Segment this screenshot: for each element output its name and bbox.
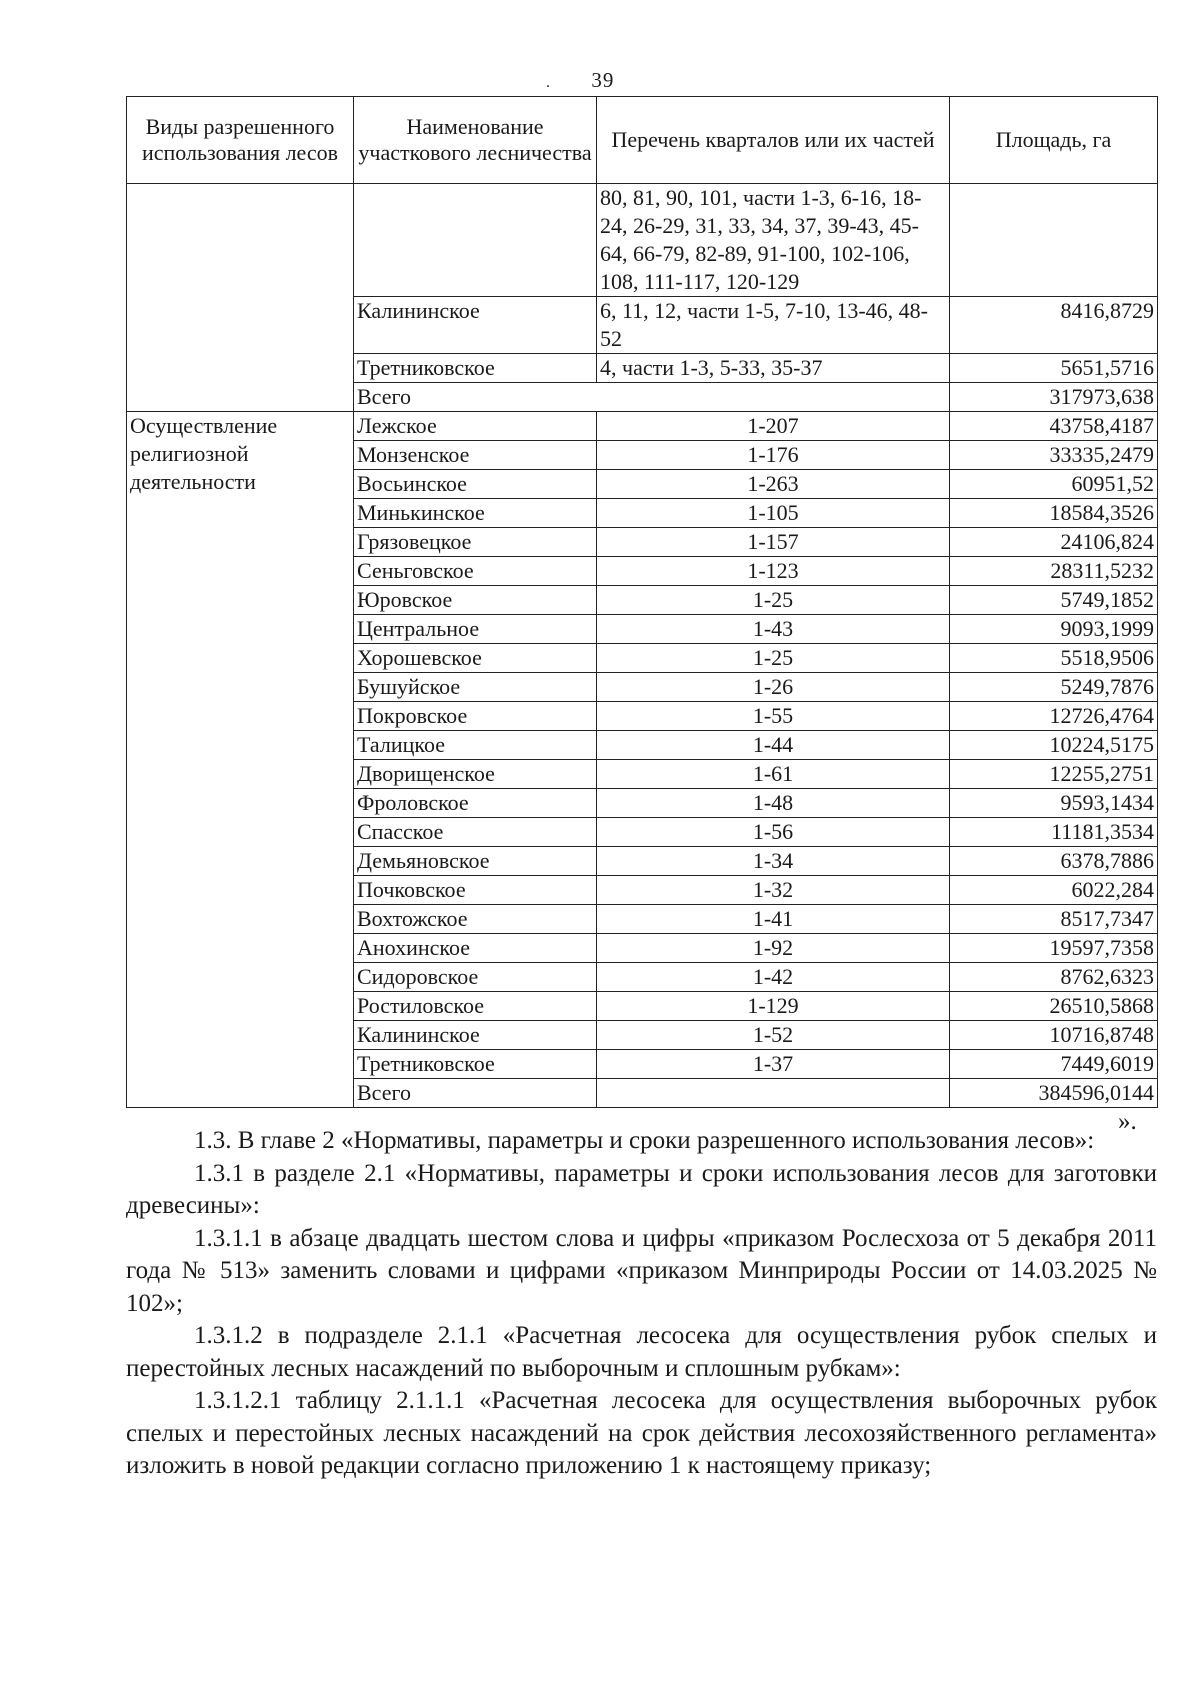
table-row bbox=[127, 412, 1158, 441]
cell-quarters: 1-41 bbox=[597, 905, 950, 934]
cell-forestry: Фроловское bbox=[354, 789, 597, 818]
cell-area: 9093,1999 bbox=[950, 615, 1158, 644]
cell-quarters: 1-157 bbox=[597, 528, 950, 557]
cell-area: 10224,5175 bbox=[950, 731, 1158, 760]
cell-quarters: 1-176 bbox=[597, 441, 950, 470]
cell-area: 60951,52 bbox=[950, 470, 1158, 499]
cell-forestry: Сеньговское bbox=[354, 557, 597, 586]
scan-speck-mark: ․ bbox=[545, 76, 552, 91]
cell-quarters: 1-55 bbox=[597, 702, 950, 731]
cell-quarters: 1-43 bbox=[597, 615, 950, 644]
cell-forestry: Спасское bbox=[354, 818, 597, 847]
header-forestry: Наименование участкового лесничества bbox=[354, 97, 597, 184]
cell-use-type-continued bbox=[127, 184, 354, 412]
cell-area: 19597,7358 bbox=[950, 934, 1158, 963]
cell-area: 12726,4764 bbox=[950, 702, 1158, 731]
cell-area: 10716,8748 bbox=[950, 1021, 1158, 1050]
table-header-row bbox=[127, 97, 1158, 184]
forest-use-table bbox=[126, 96, 1158, 1108]
cell-forestry: Лежское bbox=[354, 412, 597, 441]
page-number bbox=[0, 68, 1200, 93]
cell-area: 8517,7347 bbox=[950, 905, 1158, 934]
cell-forestry: Покровское bbox=[354, 702, 597, 731]
cell-quarters: 1-105 bbox=[597, 499, 950, 528]
cell-quarters: 1-207 bbox=[597, 412, 950, 441]
cell-quarters: 1-34 bbox=[597, 847, 950, 876]
cell-quarters: 1-56 bbox=[597, 818, 950, 847]
cell-forestry: Ростиловское bbox=[354, 992, 597, 1021]
cell-quarters: 1-52 bbox=[597, 1021, 950, 1050]
paragraph: 1.3.1.2 в подразделе 2.1.1 «Расчетная лесосека для осуществления рубок спелых и перестойных лесных насаждений по выборочным и сплошным рубкам»: bbox=[126, 1322, 1157, 1382]
cell-forestry: Калининское bbox=[354, 297, 597, 354]
cell-forestry: Дворищенское bbox=[354, 760, 597, 789]
cell-total-label: Всего bbox=[354, 383, 950, 412]
cell-forestry: Талицкое bbox=[354, 731, 597, 760]
cell-quarters: 1-42 bbox=[597, 963, 950, 992]
cell-quarters: 1-123 bbox=[597, 557, 950, 586]
cell-quarters: 4, части 1-3, 5-33, 35-37 bbox=[597, 354, 950, 383]
cell-quarters: 1-48 bbox=[597, 789, 950, 818]
cell-area: 26510,5868 bbox=[950, 992, 1158, 1021]
paragraph: 1.3.1 в разделе 2.1 «Нормативы, параметры и сроки использования лесов для заготовки древесины»: bbox=[126, 1159, 1157, 1219]
cell-forestry: Третниковское bbox=[354, 354, 597, 383]
cell-area: 5249,7876 bbox=[950, 673, 1158, 702]
cell-forestry: Вохтожское bbox=[354, 905, 597, 934]
cell-forestry: Почковское bbox=[354, 876, 597, 905]
cell-forestry: Хорошевское bbox=[354, 644, 597, 673]
paragraph: 1.3. В главе 2 «Нормативы, параметры и сроки разрешенного использования лесов»: bbox=[194, 1127, 1095, 1154]
body-text bbox=[126, 1125, 1157, 1483]
cell-area: 6022,284 bbox=[950, 876, 1158, 905]
table-row-continuation bbox=[127, 184, 1158, 297]
cell-area: 12255,2751 bbox=[950, 760, 1158, 789]
cell-quarters: 1-92 bbox=[597, 934, 950, 963]
cell-quarters: 1-129 bbox=[597, 992, 950, 1021]
cell-quarters: 1-37 bbox=[597, 1050, 950, 1079]
cell-quarters: 1-44 bbox=[597, 731, 950, 760]
cell-quarters: 1-26 bbox=[597, 673, 950, 702]
cell-forestry: Демьяновское bbox=[354, 847, 597, 876]
cell-forestry: Юровское bbox=[354, 586, 597, 615]
cell-forestry: Калининское bbox=[354, 1021, 597, 1050]
cell-quarters: 6, 11, 12, части 1-5, 7-10, 13-46, 48-52 bbox=[597, 297, 950, 354]
cell-forestry: Восьинское bbox=[354, 470, 597, 499]
cell-area: 11181,3534 bbox=[950, 818, 1158, 847]
page-number-text: 39 bbox=[591, 68, 615, 92]
cell-area: 9593,1434 bbox=[950, 789, 1158, 818]
cell-forestry-empty bbox=[354, 184, 597, 297]
cell-total-area: 384596,0144 bbox=[950, 1079, 1158, 1108]
cell-area: 6378,7886 bbox=[950, 847, 1158, 876]
cell-forestry: Монзенское bbox=[354, 441, 597, 470]
cell-quarters: 1-25 bbox=[597, 586, 950, 615]
cell-forestry: Минькинское bbox=[354, 499, 597, 528]
header-use-type: Виды разрешенного использования лесов bbox=[127, 97, 354, 184]
cell-area: 24106,824 bbox=[950, 528, 1158, 557]
cell-area: 33335,2479 bbox=[950, 441, 1158, 470]
cell-forestry: Грязовецкое bbox=[354, 528, 597, 557]
cell-area: 8416,8729 bbox=[950, 297, 1158, 354]
cell-forestry: Центральное bbox=[354, 615, 597, 644]
paragraph: 1.3.1.1 в абзаце двадцать шестом слова и цифры «приказом Рослесхоза от 5 декабря 2011 года № 513» заменить словами и цифрами «приказом Минприроды России от 14.03.2025 № 102»; bbox=[126, 1224, 1157, 1317]
cell-quarters: 1-25 bbox=[597, 644, 950, 673]
cell-quarters: 1-61 bbox=[597, 760, 950, 789]
cell-area: 28311,5232 bbox=[950, 557, 1158, 586]
cell-forestry: Сидоровское bbox=[354, 963, 597, 992]
cell-quarters: 1-32 bbox=[597, 876, 950, 905]
cell-forestry: Анохинское bbox=[354, 934, 597, 963]
header-area: Площадь, га bbox=[950, 97, 1158, 184]
cell-forestry: Бушуйское bbox=[354, 673, 597, 702]
paragraph: 1.3.1.2.1 таблицу 2.1.1.1 «Расчетная лесосека для осуществления выборочных рубок спелых и перестойных лесных насаждений на срок действия лесохозяйственного регламента» изложить в новой редакции согласно приложению 1 к настоящему приказу; bbox=[126, 1387, 1157, 1479]
cell-area: 5518,9506 bbox=[950, 644, 1158, 673]
cell-area: 5749,1852 bbox=[950, 586, 1158, 615]
cell-area: 43758,4187 bbox=[950, 412, 1158, 441]
closing-quote: ». bbox=[1118, 1108, 1137, 1135]
cell-area: 18584,3526 bbox=[950, 499, 1158, 528]
cell-quarters-continuation: 80, 81, 90, 101, части 1-3, 6-16, 18-24, 26-29, 31, 33, 34, 37, 39-43, 45-64, 66-79, 82-89, 91-100, 102-106, 108, 111-117, 120-129 bbox=[597, 184, 950, 297]
cell-quarters: 1-263 bbox=[597, 470, 950, 499]
header-quarters: Перечень кварталов или их частей bbox=[597, 97, 950, 184]
cell-total-quarters-empty bbox=[597, 1079, 950, 1108]
cell-area: 5651,5716 bbox=[950, 354, 1158, 383]
table-body bbox=[127, 184, 1158, 1108]
cell-total-area: 317973,638 bbox=[950, 383, 1158, 412]
cell-total-label: Всего bbox=[354, 1079, 597, 1108]
cell-area: 8762,6323 bbox=[950, 963, 1158, 992]
cell-area-empty bbox=[950, 184, 1158, 297]
cell-use-type: Осуществление религиозной деятельности bbox=[127, 412, 354, 1108]
cell-area: 7449,6019 bbox=[950, 1050, 1158, 1079]
cell-forestry: Третниковское bbox=[354, 1050, 597, 1079]
